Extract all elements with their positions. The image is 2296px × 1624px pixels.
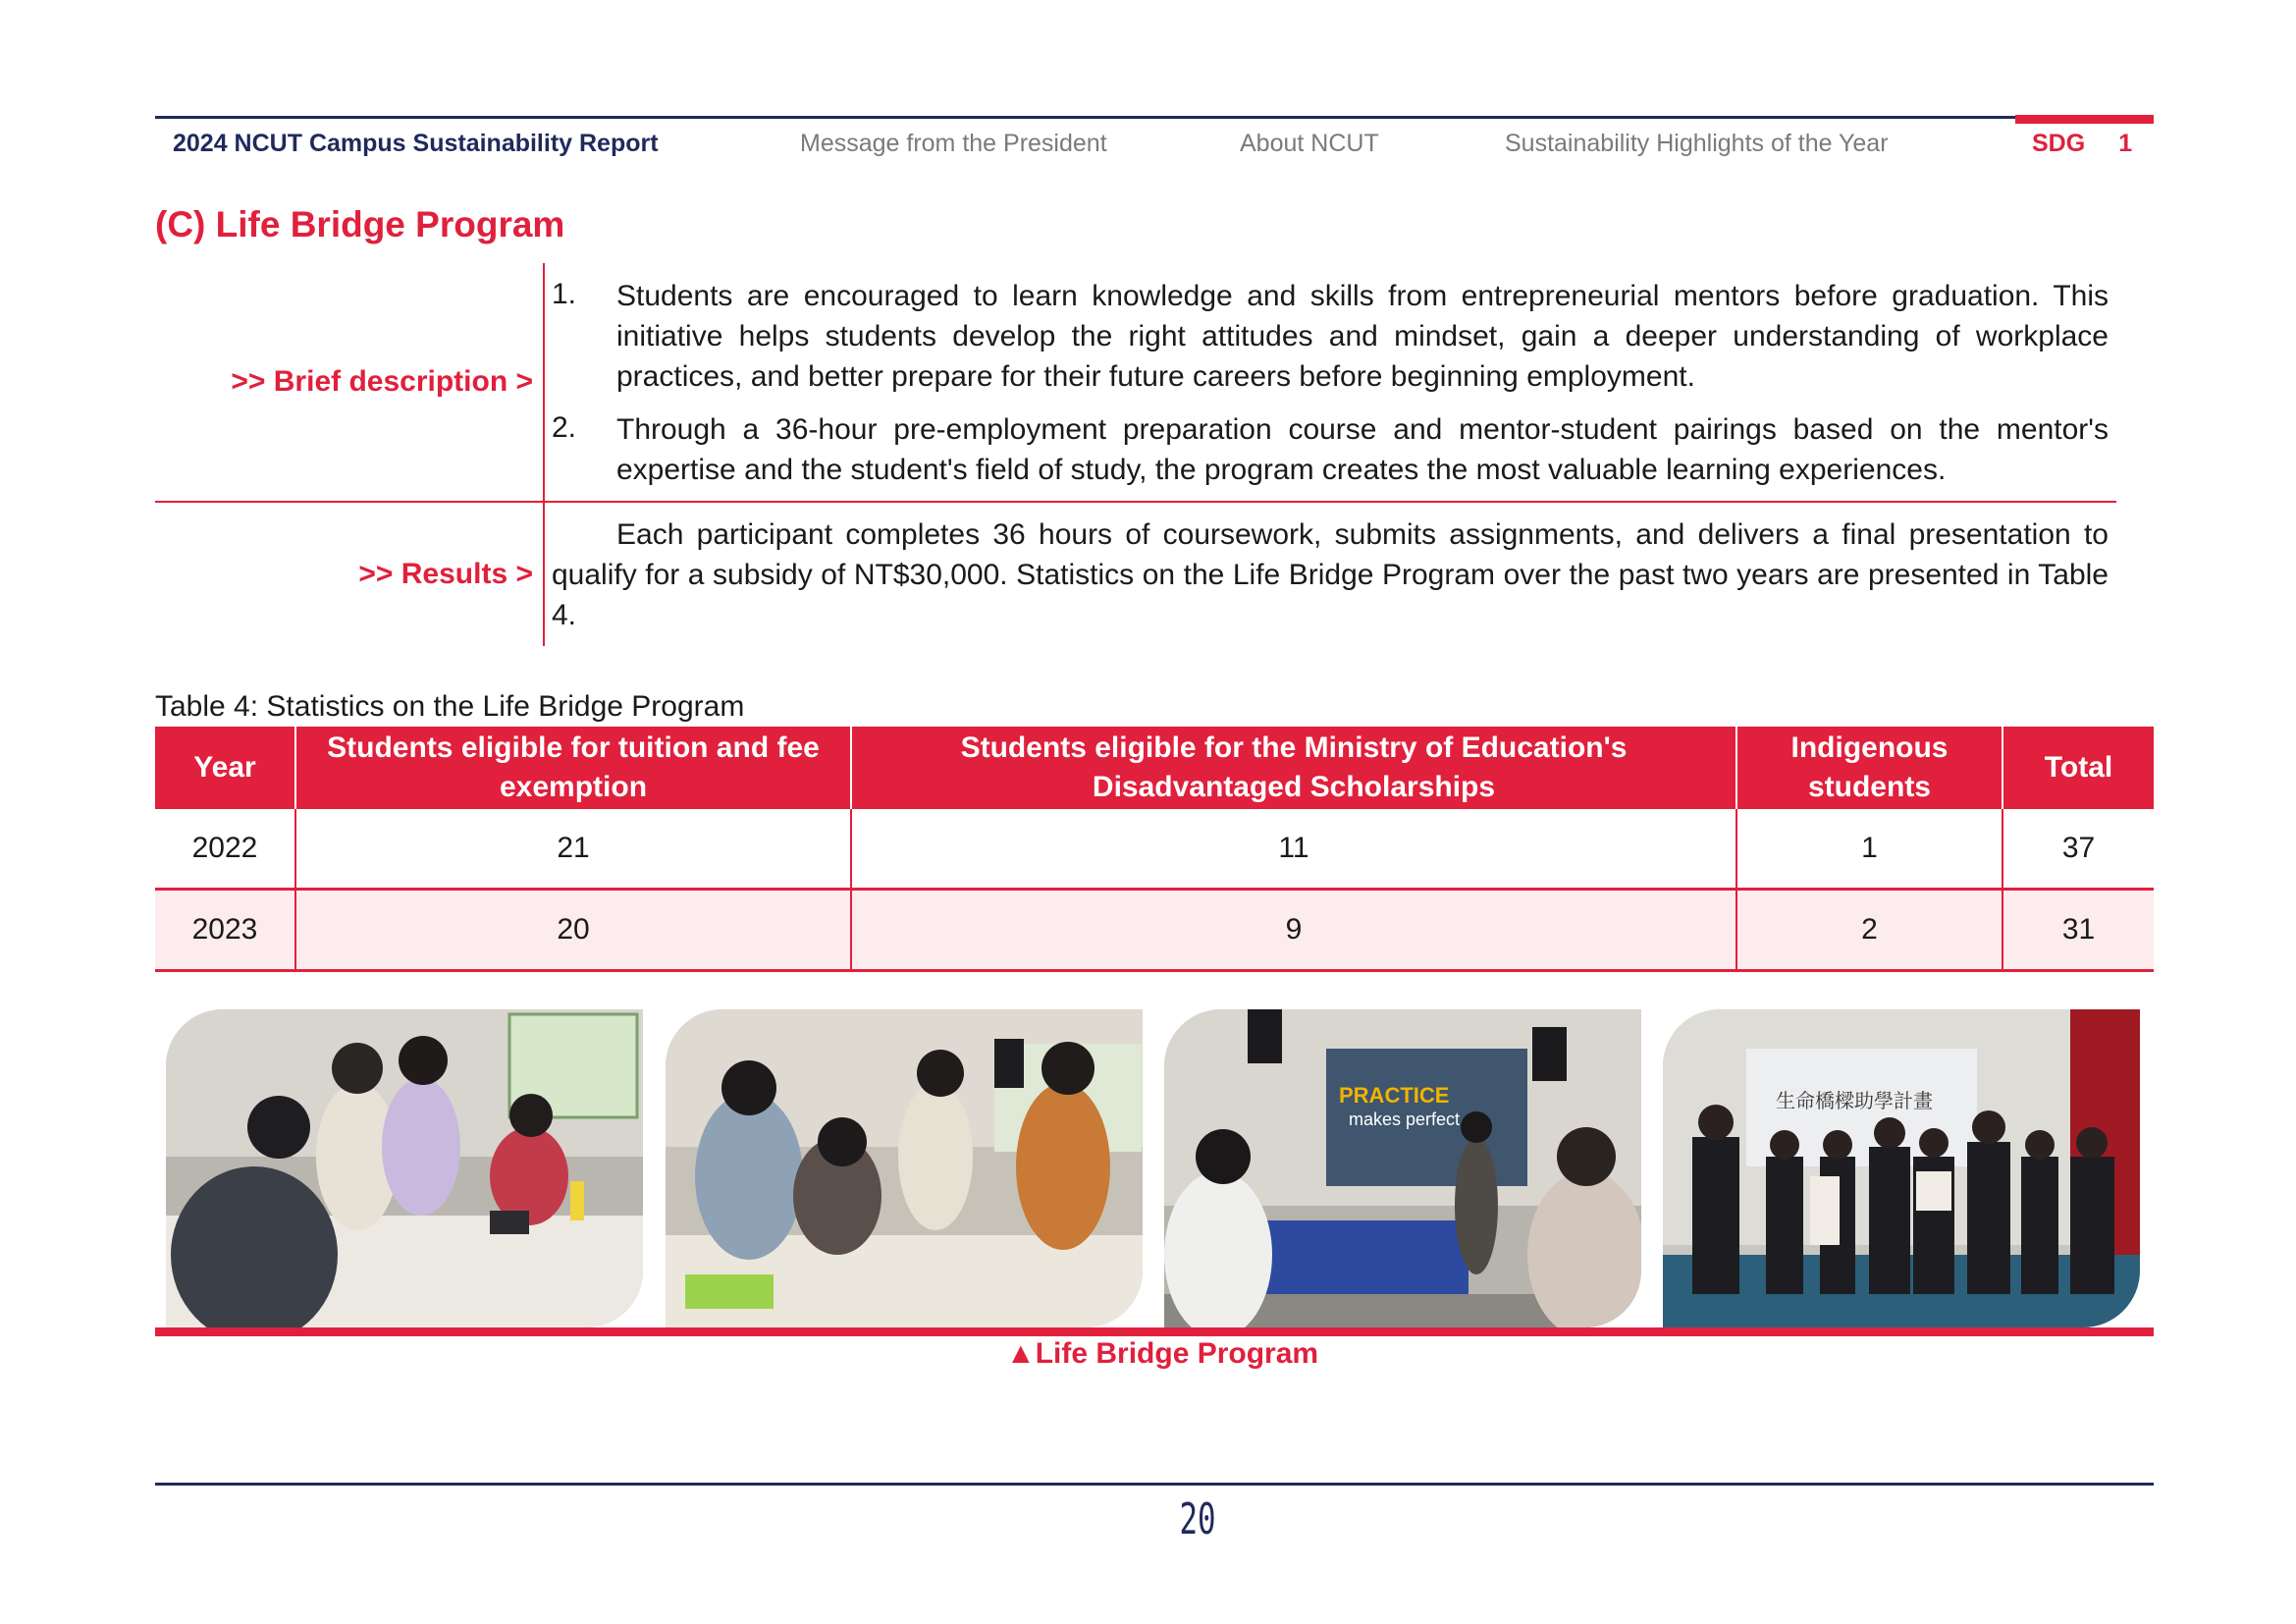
cell-total: 37 — [2002, 809, 2154, 890]
results-text: Each participant completes 36 hours of coursework, submits assignments, and delivers a final presentation to qualify for a subsidy of NT$30,000. Statistics on the Life Bridge Program over the past two years are presented in Table 4. — [552, 518, 2109, 631]
table-header-row — [155, 727, 2154, 809]
cell-indigenous: 2 — [1736, 890, 2002, 971]
nav-sustainability-highlights[interactable]: Sustainability Highlights of the Year — [1505, 130, 1889, 157]
photo-presentation — [1164, 1009, 1641, 1327]
nav-message-from-president[interactable]: Message from the President — [800, 130, 1107, 157]
report-title: 2024 NCUT Campus Sustainability Report — [173, 130, 659, 157]
brief-item-1-text: Students are encouraged to learn knowledge and skills from entrepreneurial mentors before graduation. This initiative helps students develop the right attitudes and mindset, gain a deeper understanding of workplace practices, and better prepare for their future careers before beginning employment. — [616, 280, 2109, 393]
brief-divider — [543, 263, 545, 501]
nav-about-ncut[interactable]: About NCUT — [1240, 130, 1379, 157]
cell-year: 2022 — [155, 809, 295, 890]
cell-indigenous: 1 — [1736, 809, 2002, 890]
cell-year: 2023 — [155, 890, 295, 971]
cell-total: 31 — [2002, 890, 2154, 971]
section-row-divider — [155, 501, 2116, 503]
column-header-year: Year — [155, 727, 295, 809]
column-header-total: Total — [2002, 727, 2154, 809]
cell-disadvantaged-scholarships: 11 — [851, 809, 1736, 890]
section-title: (C) Life Bridge Program — [155, 204, 565, 244]
results-label: >> Results > — [358, 558, 533, 590]
header-accent-bar — [2015, 115, 2154, 124]
brief-item-2-number: 2. — [552, 411, 577, 444]
sdg-indicator — [2032, 130, 2132, 158]
slide-text-makes-perfect: makes perfect — [1349, 1110, 1461, 1129]
column-header-indigenous: Indigenous students — [1736, 727, 2002, 809]
slide-text-practice: PRACTICE — [1339, 1083, 1450, 1108]
brief-item-2-text: Through a 36-hour pre-employment preparation course and mentor-student pairings based on the mentor's expertise and the student's field of study, the program creates the most valuable learning experiences. — [616, 413, 2109, 486]
sdg-label: SDG — [2032, 130, 2086, 157]
page-number: 20 — [1179, 1494, 1216, 1544]
cell-tuition-exemption: 21 — [295, 809, 851, 890]
cell-disadvantaged-scholarships: 9 — [851, 890, 1736, 971]
table-row — [155, 890, 2154, 971]
statistics-table — [155, 727, 2154, 972]
header-rule — [155, 116, 2154, 119]
column-header-tuition-exemption: Students eligible for tuition and fee exemption — [295, 727, 851, 809]
table-row — [155, 809, 2154, 890]
photo-caption: ▲Life Bridge Program — [1006, 1337, 1319, 1370]
sdg-number: 1 — [2118, 130, 2133, 157]
brief-item-1-number: 1. — [552, 278, 577, 310]
banner-text: 生命橋樑助學計畫 — [1776, 1089, 1933, 1112]
footer-rule — [155, 1483, 2154, 1486]
photo-table-activity — [666, 1009, 1143, 1327]
table-caption: Table 4: Statistics on the Life Bridge Program — [155, 690, 745, 723]
brief-description-label: >> Brief description > — [231, 365, 533, 398]
results-divider — [543, 503, 545, 646]
cell-tuition-exemption: 20 — [295, 890, 851, 971]
column-header-disadvantaged-scholarships: Students eligible for the Ministry of Education's Disadvantaged Scholarships — [851, 727, 1736, 809]
photo-group-discussion — [166, 1009, 643, 1327]
photo-group-portrait — [1663, 1009, 2140, 1327]
photo-strip-bar — [155, 1327, 2154, 1336]
